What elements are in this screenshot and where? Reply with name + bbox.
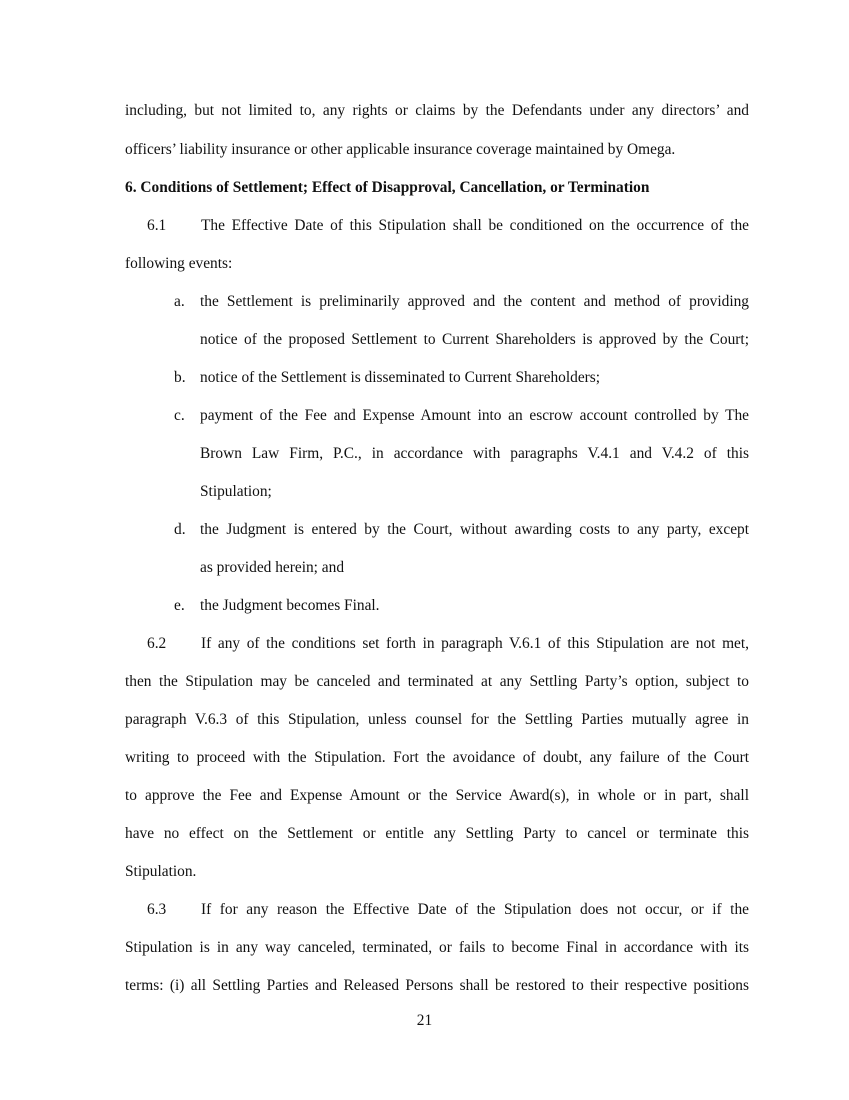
list-item-line: payment of the Fee and Expense Amount into an escrow account controlled by The: [200, 407, 749, 424]
list-item-line: notice of the proposed Settlement to Current Shareholders is approved by the Court;: [200, 331, 749, 348]
paragraph-line: then the Stipulation may be canceled and terminated at any Settling Party’s option, subject to: [125, 673, 749, 690]
paragraph-line: If any of the conditions set forth in paragraph V.6.1 of this Stipulation are not met,: [201, 635, 749, 652]
paragraph-line: Stipulation is in any way canceled, terminated, or fails to become Final in accordance with its: [125, 939, 749, 956]
list-item-line: Stipulation;: [200, 483, 272, 500]
paragraph-number: 6.2: [147, 635, 167, 652]
paragraph-line: Stipulation.: [125, 863, 197, 880]
continuation-line: including, but not limited to, any rights or claims by the Defendants under any directors’ and: [125, 102, 749, 119]
list-item-letter: b.: [174, 369, 186, 386]
list-item-line: the Settlement is preliminarily approved and the content and method of providing: [200, 293, 749, 310]
paragraph-line: The Effective Date of this Stipulation shall be conditioned on the occurrence of the: [201, 217, 749, 234]
list-item-line: Brown Law Firm, P.C., in accordance with paragraphs V.4.1 and V.4.2 of this: [200, 445, 749, 462]
paragraph-number: 6.3: [147, 901, 167, 918]
paragraph-line: have no effect on the Settlement or entitle any Settling Party to cancel or terminate this: [125, 825, 749, 842]
list-item-letter: e.: [174, 597, 185, 614]
list-item-line: notice of the Settlement is disseminated to Current Shareholders;: [200, 369, 601, 386]
list-item-line: the Judgment is entered by the Court, without awarding costs to any party, except: [200, 521, 749, 538]
list-item-line: as provided herein; and: [200, 559, 345, 576]
list-item-letter: a.: [174, 293, 185, 310]
paragraph-number: 6.1: [147, 217, 167, 234]
list-item-letter: d.: [174, 521, 186, 538]
paragraph-line: following events:: [125, 255, 233, 272]
list-item-letter: c.: [174, 407, 185, 424]
paragraph-line: to approve the Fee and Expense Amount or the Service Award(s), in whole or in part, shall: [125, 787, 749, 804]
paragraph-line: terms: (i) all Settling Parties and Released Persons shall be restored to their respective positions: [125, 977, 749, 994]
page-number: 21: [416, 1012, 433, 1029]
section-heading: 6. Conditions of Settlement; Effect of Disapproval, Cancellation, or Termination: [125, 179, 650, 196]
paragraph-line: writing to proceed with the Stipulation. Fort the avoidance of doubt, any failure of the Court: [125, 749, 749, 766]
paragraph-line: paragraph V.6.3 of this Stipulation, unless counsel for the Settling Parties mutually agree in: [125, 711, 749, 728]
list-item-line: the Judgment becomes Final.: [200, 597, 380, 614]
continuation-line: officers’ liability insurance or other applicable insurance coverage maintained by Omega.: [125, 141, 676, 158]
paragraph-line: If for any reason the Effective Date of the Stipulation does not occur, or if the: [201, 901, 749, 918]
